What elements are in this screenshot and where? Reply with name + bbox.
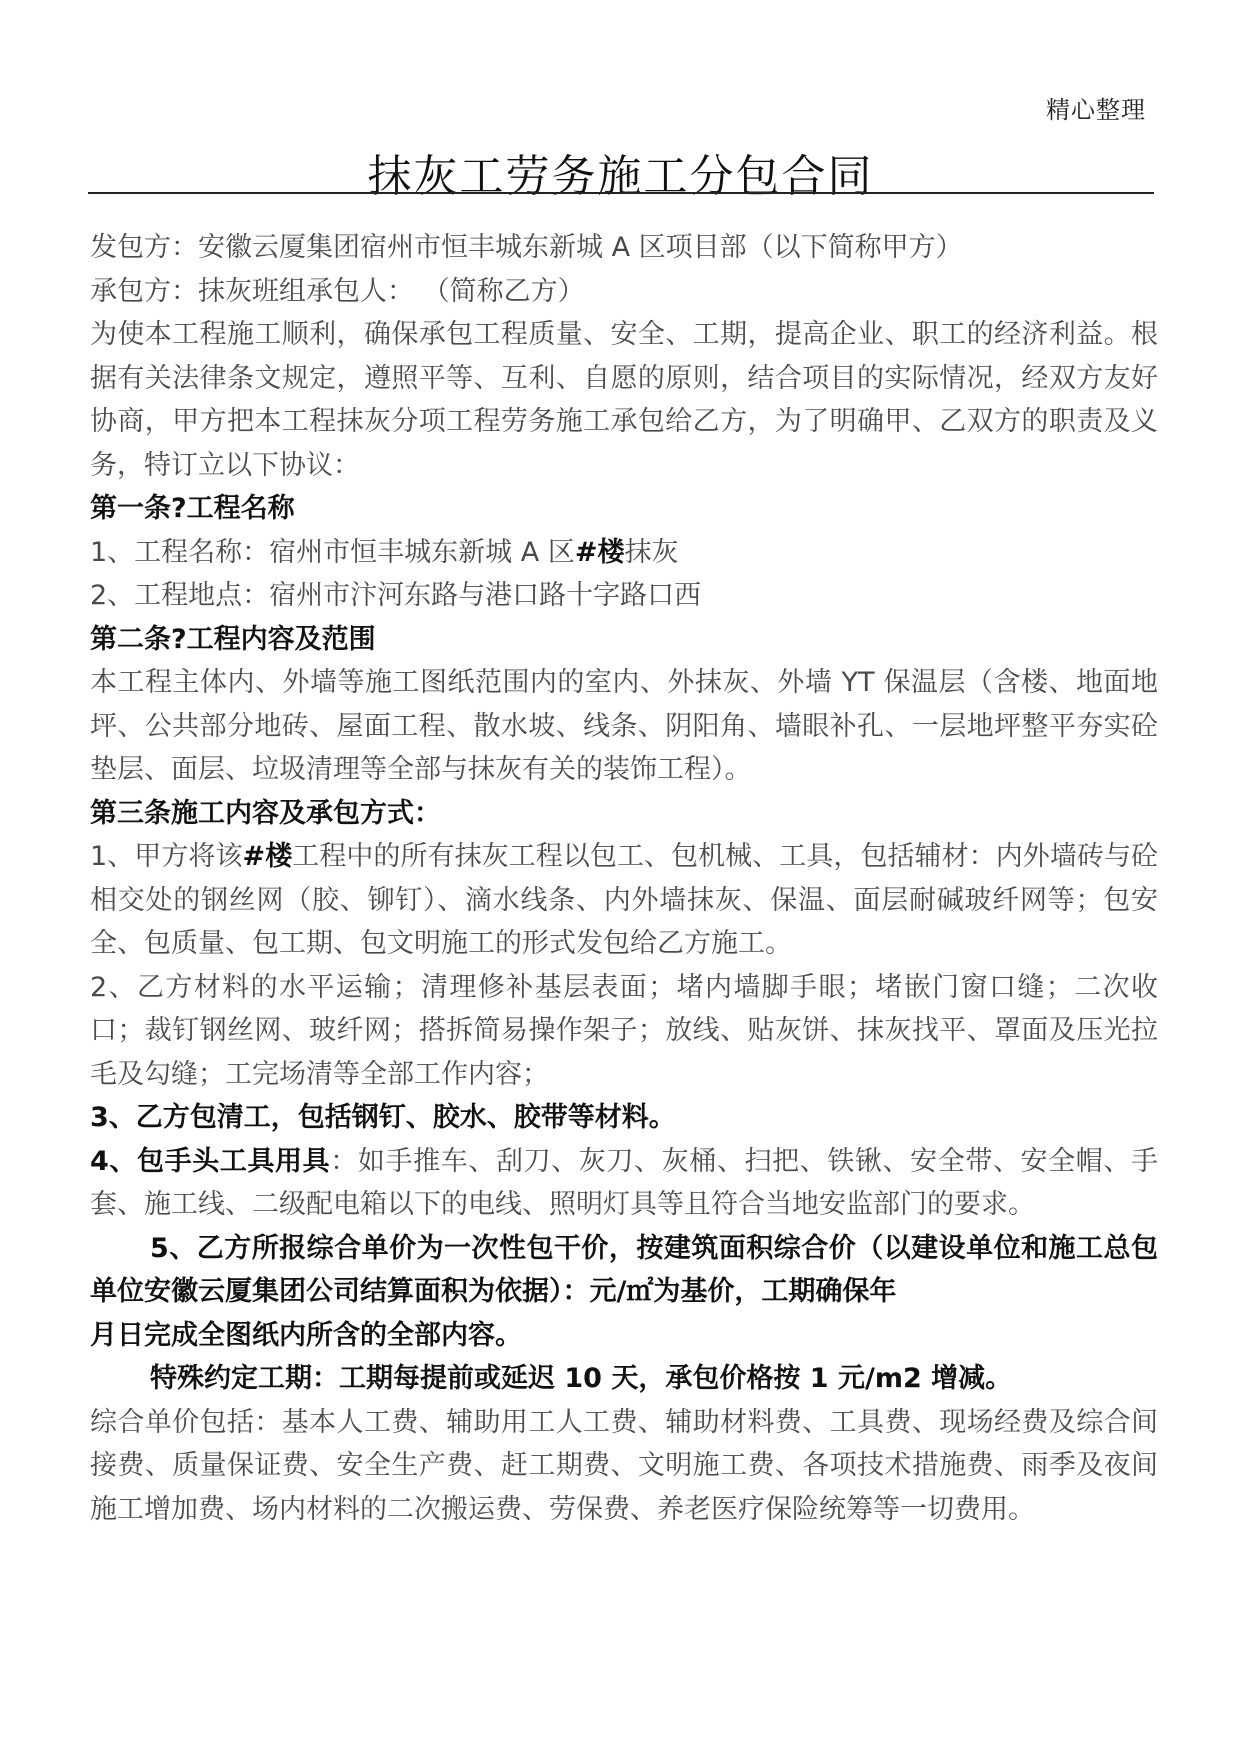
intro-paragraph: 为使本工程施工顺利，确保承包工程质量、安全、工期，提高企业、职工的经济利益。根据有关法律条文规定，遵照平等、互利、自愿的原则，结合项目的实际情况，经双方友好协商，甲方把本工程抹灰分项工程劳务施工承包给乙方，为了明确甲、乙双方的职责及义务，特订立以下协议： — [90, 319, 1158, 481]
article3-item2: 2、乙方材料的水平运输；清理修补基层表面；堵内墙脚手眼；堵嵌门窗口缝；二次收口；裁钉钢丝网、玻纤网；搭拆简易操作架子；放线、贴灰饼、抹灰找平、罩面及压光拉毛及勾缝；工完场清等全部工作内容； — [90, 971, 1158, 1090]
employer-line: 发包方：安徽云厦集团宿州市恒丰城东新城 A 区项目部（以下简称甲方） — [90, 232, 963, 263]
article1-item1-suffix: 抹灰 — [624, 536, 679, 568]
article3-item1-building: #楼 — [242, 841, 293, 872]
article3-item4 — [90, 1140, 1158, 1227]
article3-item3: 3、乙方包清工，包括钢钉、胶水、胶带等材料。 — [90, 1102, 676, 1133]
contractor-line: 承包方：抹灰班组承包人： （简称乙方） — [90, 275, 585, 307]
unit-price-paragraph: 综合单价包括：基本人工费、辅助用工人工费、辅助材料费、工具费、现场经费及综合间接费、质量保证费、安全生产费、赶工期费、文明施工费、各项技术措施费、雨季及夜间施工增加费、场内材料的二次搬运费、劳保费、养老医疗保险统筹等一切费用。 — [90, 1406, 1158, 1525]
article3-item1-prefix: 1、甲方将该 — [90, 841, 243, 872]
article1-item1 — [90, 531, 1158, 575]
article1-item2: 2、工程地点：宿州市汴河东路与港口路十字路口西 — [90, 580, 702, 611]
article2-heading: 第二条?工程内容及范围 — [90, 623, 376, 655]
page-title: 抹灰工劳务施工分包合同 — [367, 151, 874, 202]
article3-item4-text: ：如手推车、刮刀、灰刀、灰桶、扫把、铁锹、安全带、安全帽、手套、施工线、二级配电箱以下的电线、照明灯具等且符合当地安监部门的要求。 — [90, 1145, 1159, 1220]
article1-item1-prefix: 1、工程名称：宿州市恒丰城东新城 A 区 — [90, 536, 575, 568]
special-term: 特殊约定工期：工期每提前或延迟 10 天，承包价格按 1 元/m2 增减。 — [150, 1363, 1013, 1394]
article1-item1-building: #楼 — [574, 536, 625, 568]
article3-heading: 第三条施工内容及承包方式： — [90, 797, 441, 829]
article3-item1 — [90, 835, 1158, 966]
article1-heading: 第一条?工程名称 — [90, 493, 295, 524]
title-divider — [88, 192, 1154, 194]
article2-text: 本工程主体内、外墙等施工图纸范围内的室内、外抹灰、外墙 YT 保温层（含楼、地面地坪、公共部分地砖、屋面工程、散水坡、线条、阴阳角、墙眼补孔、一层地坪整平夯实砼垫层、面层、垃圾清理等全部与抹灰有关的装饰工程）。 — [90, 667, 1158, 785]
article3-item5-line2: 月日完成全图纸内所含的全部内容。 — [90, 1319, 522, 1351]
article3-item4-label: 4、包手头工具用具 — [90, 1145, 331, 1177]
article3-item1-suffix: 工程中的所有抹灰工程以包工、包机械、工具，包括辅材：内外墙砖与砼相交处的钢丝网（胶、铆钉）、滴水线条、内外墙抹灰、保温、面层耐碱玻纤网等；包安全、包质量、包工期、包文明施工的形式发包给乙方施工。 — [90, 841, 1159, 959]
document-body — [90, 226, 1158, 1531]
article3-item5-line1: 5、乙方所报综合单价为一次性包干价，按建筑面积综合价（以建设单位和施工总包单位安徽云厦集团公司结算面积为依据）：元/㎡为基价，工期确保年 — [90, 1232, 1158, 1307]
header-note: 精心整理 — [1046, 96, 1146, 124]
